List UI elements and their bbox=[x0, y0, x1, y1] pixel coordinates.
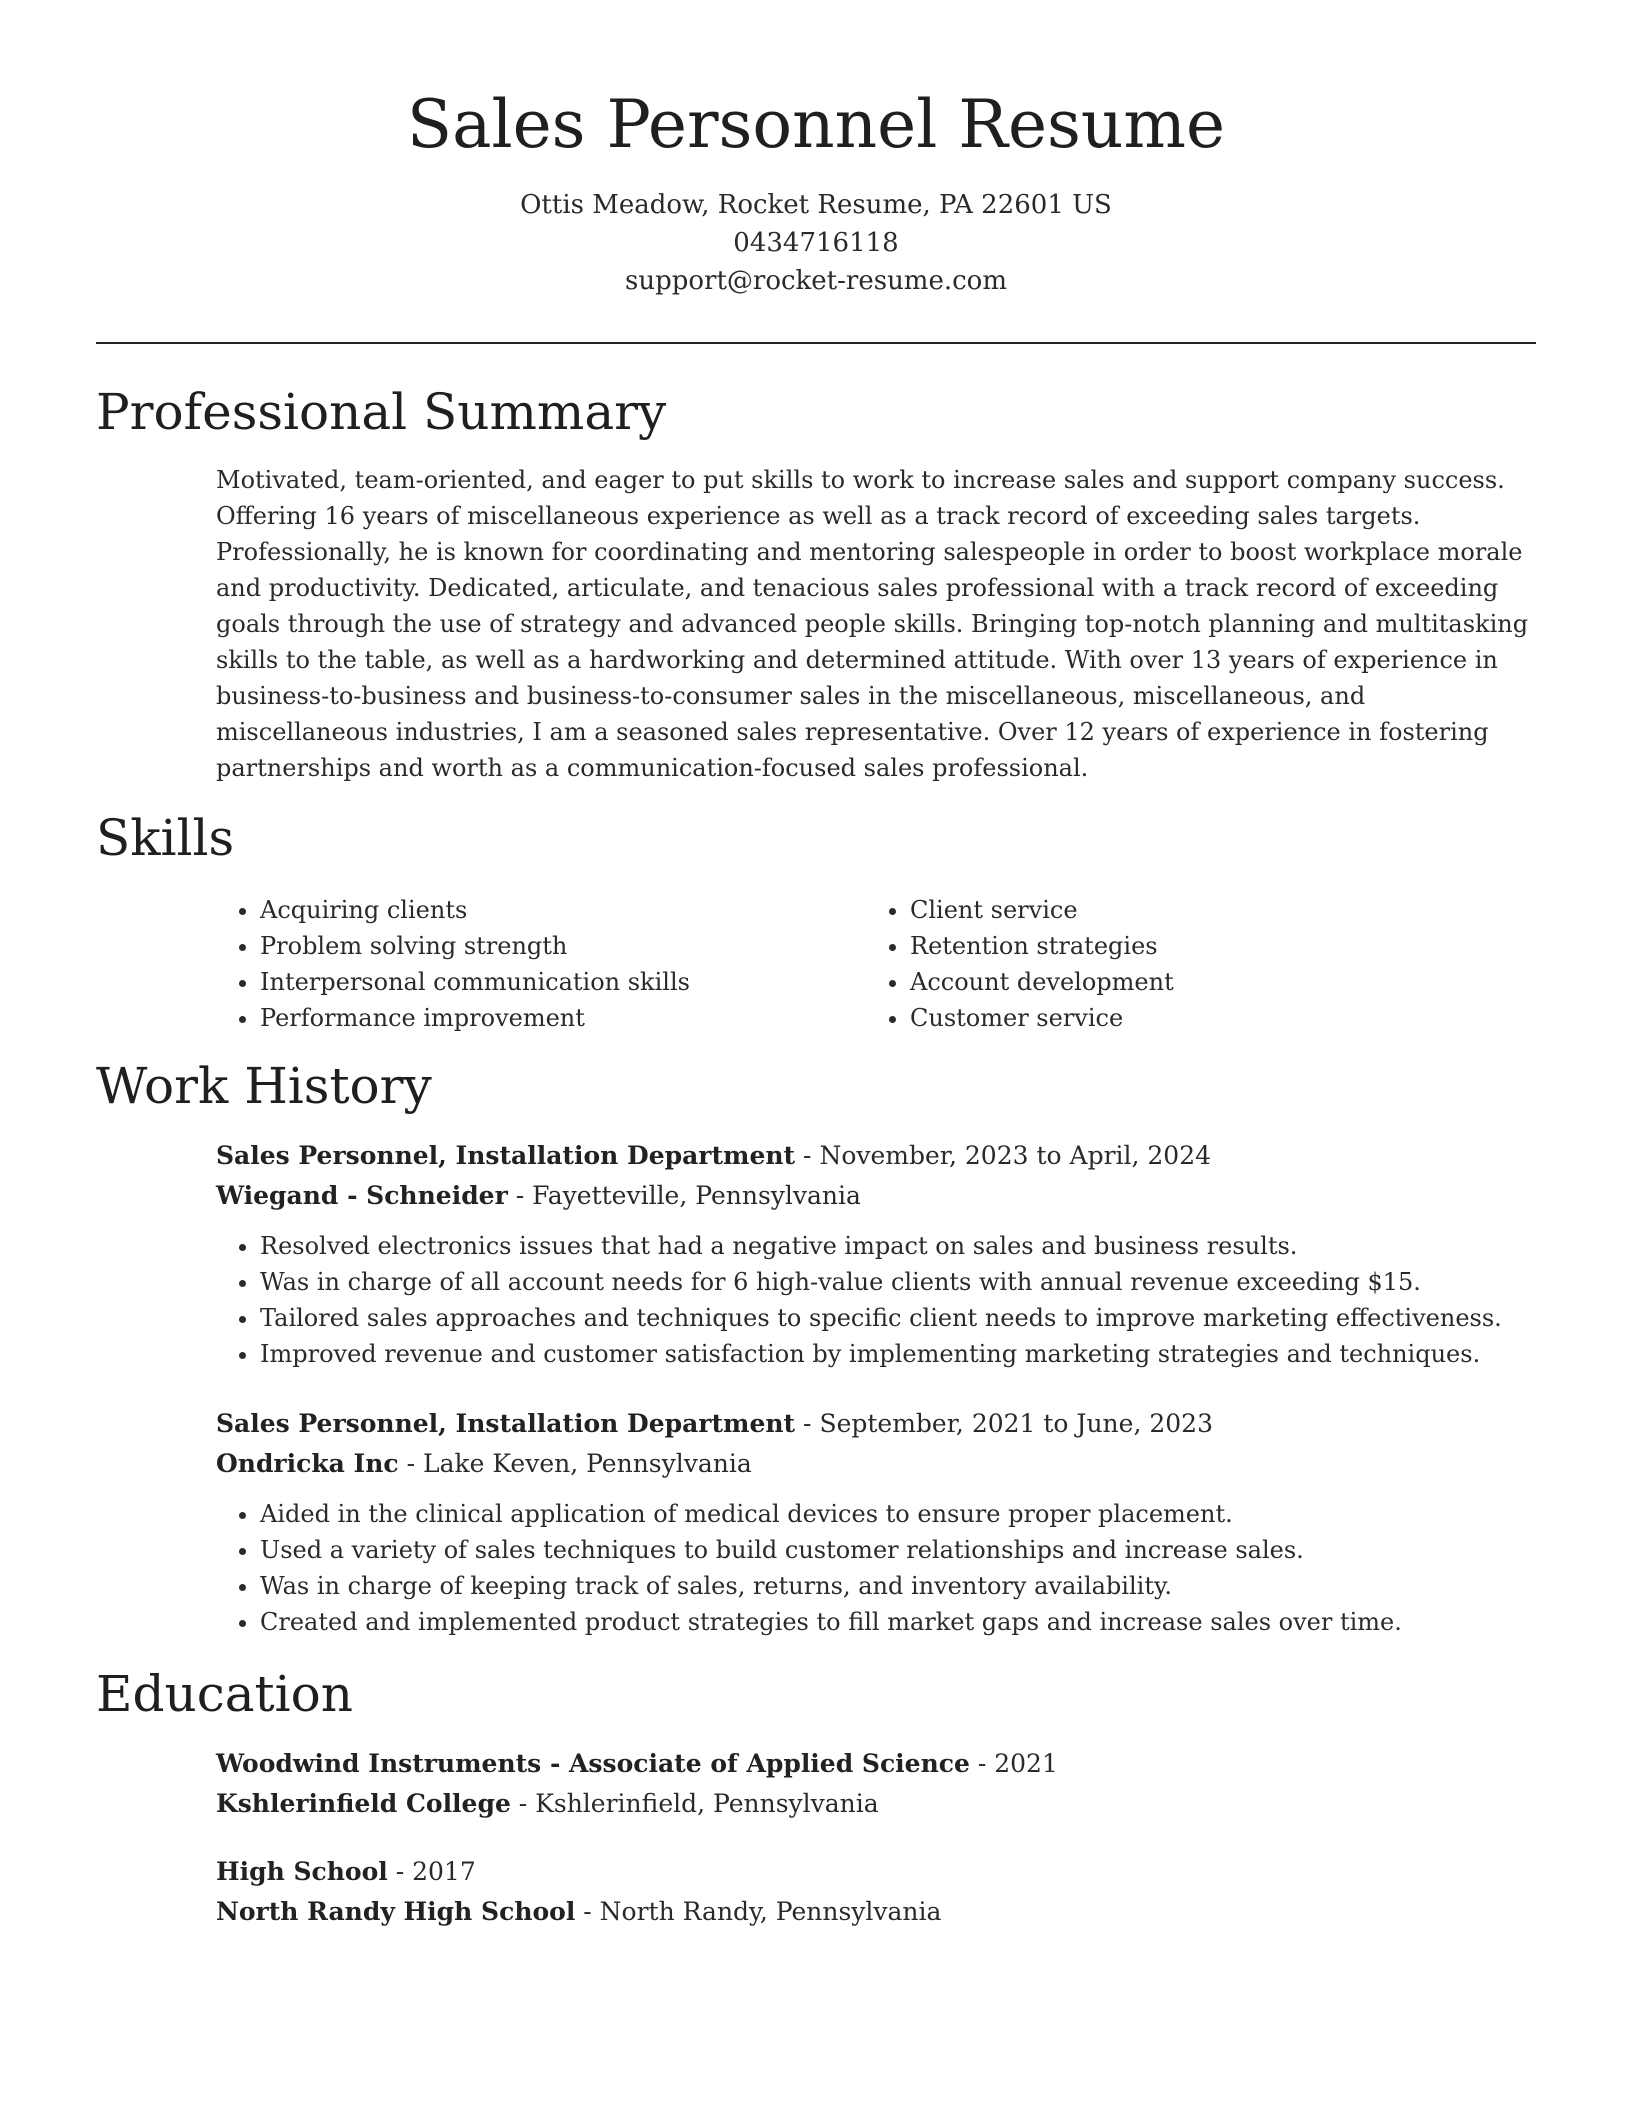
header-divider bbox=[96, 342, 1536, 344]
job-location: - Lake Keven, Pennsylvania bbox=[398, 1449, 752, 1478]
job-bullet: • Created and implemented product strategies to fill market gaps and increase sales over time. bbox=[260, 1604, 1536, 1640]
skill-item: • Client service bbox=[910, 892, 1516, 928]
job-entry bbox=[216, 1404, 1536, 1640]
job-company-line bbox=[216, 1444, 1536, 1484]
job-title-line bbox=[216, 1404, 1536, 1444]
education-degree: Woodwind Instruments - Associate of Applied Science bbox=[216, 1749, 970, 1778]
contact-email: support@rocket-resume.com bbox=[624, 266, 1007, 296]
skill-item: • Problem solving strength bbox=[260, 928, 866, 964]
contact-block bbox=[96, 186, 1536, 300]
education-year: - 2021 bbox=[969, 1749, 1058, 1778]
education-school-line bbox=[216, 1892, 1536, 1932]
job-bullet: • Resolved electronics issues that had a negative impact on sales and business results. bbox=[260, 1228, 1536, 1264]
skill-item: • Retention strategies bbox=[910, 928, 1516, 964]
education-entry bbox=[216, 1744, 1536, 1824]
resume-title: Sales Personnel Resume bbox=[406, 86, 1226, 163]
section-title-summary: Professional Summary bbox=[96, 383, 667, 441]
section-title-education: Education bbox=[96, 1665, 353, 1723]
job-company: Wiegand - Schneider bbox=[216, 1181, 508, 1210]
resume-header bbox=[96, 80, 1536, 300]
education-location: - Kshlerinfield, Pennsylvania bbox=[510, 1789, 879, 1818]
education-entry bbox=[216, 1852, 1536, 1932]
education-degree: High School bbox=[216, 1857, 388, 1886]
job-company: Ondricka Inc bbox=[216, 1449, 399, 1478]
job-company-line bbox=[216, 1176, 1536, 1216]
contact-address: Ottis Meadow, Rocket Resume, PA 22601 US bbox=[520, 190, 1112, 220]
skill-item: • Interpersonal communication skills bbox=[260, 964, 866, 1000]
job-bullet: • Was in charge of all account needs for 6 high-value clients with annual revenue exceeding $15. bbox=[260, 1264, 1536, 1300]
education-school: Kshlerinfield College bbox=[216, 1789, 511, 1818]
section-title-skills: Skills bbox=[96, 809, 235, 867]
job-bullet: • Tailored sales approaches and techniques to specific client needs to improve marketing effectiveness. bbox=[260, 1300, 1536, 1336]
education-degree-line bbox=[216, 1744, 1536, 1784]
job-bullet: • Was in charge of keeping track of sales, returns, and inventory availability. bbox=[260, 1568, 1536, 1604]
job-title: Sales Personnel, Installation Department bbox=[216, 1141, 796, 1170]
contact-phone: 0434716118 bbox=[733, 228, 899, 258]
job-bullet: • Improved revenue and customer satisfaction by implementing marketing strategies and techniques. bbox=[260, 1336, 1536, 1372]
skills-column-left bbox=[216, 892, 866, 1036]
skill-item: • Account development bbox=[910, 964, 1516, 1000]
job-entry bbox=[216, 1136, 1536, 1372]
job-location: - Fayetteville, Pennsylvania bbox=[507, 1181, 861, 1210]
job-bullet: • Aided in the clinical application of medical devices to ensure proper placement. bbox=[260, 1496, 1536, 1532]
education-location: - North Randy, Pennsylvania bbox=[575, 1897, 942, 1926]
skill-item: • Acquiring clients bbox=[260, 892, 866, 928]
skills-column-right bbox=[866, 892, 1516, 1036]
skill-item: • Performance improvement bbox=[260, 1000, 866, 1036]
job-title: Sales Personnel, Installation Department bbox=[216, 1409, 796, 1438]
job-bullet: • Used a variety of sales techniques to build customer relationships and increase sales. bbox=[260, 1532, 1536, 1568]
job-title-line bbox=[216, 1136, 1536, 1176]
job-dates: - November, 2023 to April, 2024 bbox=[795, 1141, 1212, 1170]
job-bullets bbox=[216, 1228, 1536, 1372]
summary-text: Motivated, team-oriented, and eager to put skills to work to increase sales and support company success. Offering 16 years of miscellaneous experience as well as a track record of exceeding sales targets. Professionally, he is known for coordinating and mentoring salespeople in order to boost workplace morale and productivity. Dedicated, articulate, and tenacious sales professional with a track record of exceeding goals through the use of strategy and advanced people skills. Bringing top-notch planning and multitasking skills to the table, as well as a hardworking and determined attitude. With over 13 years of experience in business-to-business and business-to-consumer sales in the miscellaneous, miscellaneous, and miscellaneous industries, I am a seasoned sales representative. Over 12 years of experience in fostering partnerships and worth as a communication-focused sales professional. bbox=[216, 466, 1529, 782]
education-school: North Randy High School bbox=[216, 1897, 576, 1926]
education-school-line bbox=[216, 1784, 1536, 1824]
skills-list bbox=[216, 892, 1536, 1036]
skill-item: • Customer service bbox=[910, 1000, 1516, 1036]
job-dates: - September, 2021 to June, 2023 bbox=[795, 1409, 1213, 1438]
education-year: - 2017 bbox=[387, 1857, 476, 1886]
section-title-work: Work History bbox=[96, 1057, 432, 1115]
education-degree-line bbox=[216, 1852, 1536, 1892]
job-bullets bbox=[216, 1496, 1536, 1640]
